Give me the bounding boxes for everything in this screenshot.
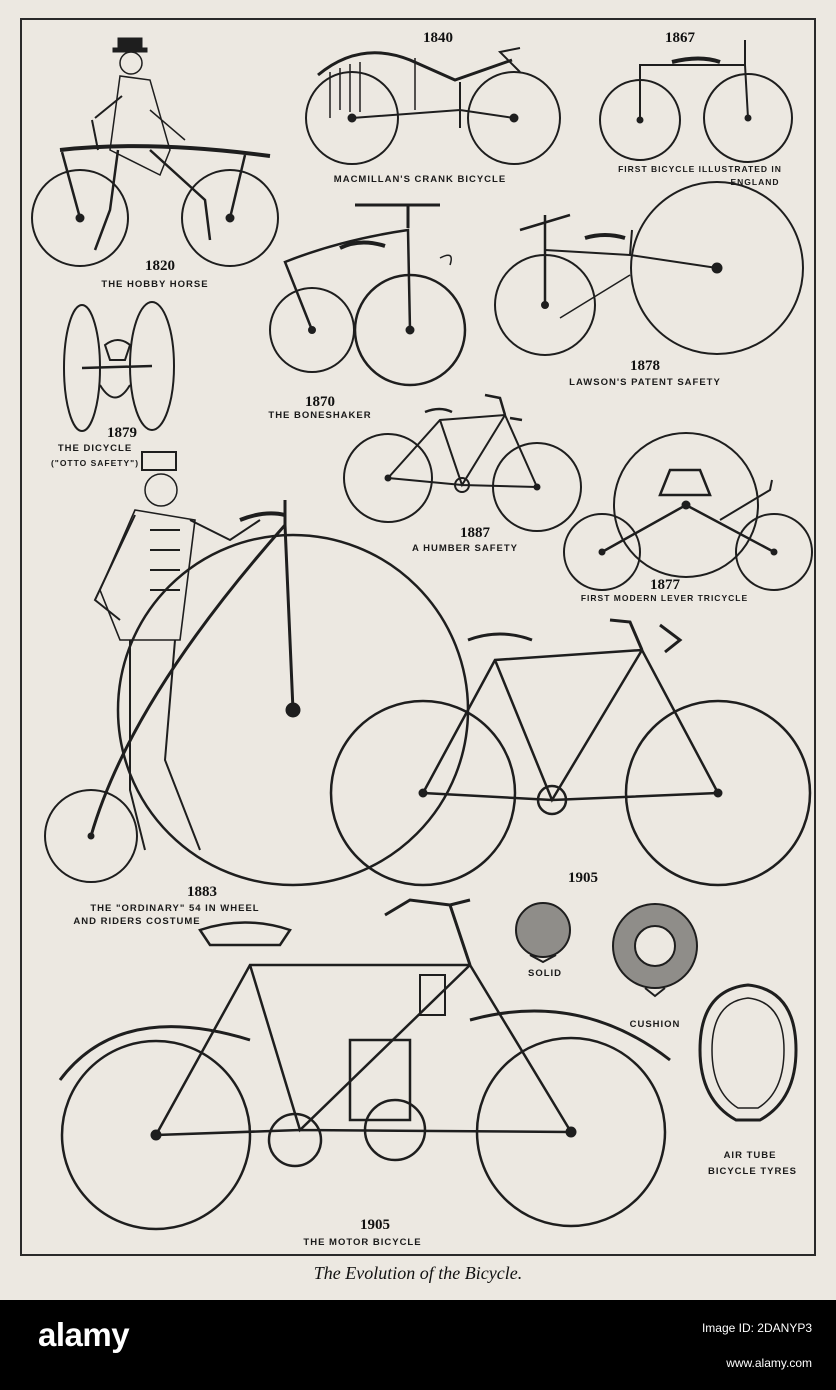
crank-year: 1840 bbox=[423, 30, 453, 46]
safety-1905-year: 1905 bbox=[568, 870, 598, 886]
tricycle-year: 1877 bbox=[650, 577, 680, 593]
hobby-horse-drawing bbox=[32, 38, 278, 266]
ordinary-year: 1883 bbox=[187, 884, 217, 900]
dicycle-label: THE DICYCLE bbox=[57, 443, 133, 454]
england-label-2: ENGLAND bbox=[730, 177, 780, 187]
boneshaker-drawing bbox=[270, 205, 465, 385]
hobby-horse-year: 1820 bbox=[145, 258, 175, 274]
lawson-label: LAWSON'S PATENT SAFETY bbox=[569, 377, 721, 388]
lawson-year: 1878 bbox=[630, 358, 660, 374]
image-id-text: Image ID: 2DANYP3 bbox=[701, 1321, 812, 1335]
boneshaker-label: THE BONESHAKER bbox=[268, 410, 372, 421]
tricycle-label: FIRST MODERN LEVER TRICYCLE bbox=[580, 593, 749, 603]
crank-label: MACMILLAN'S CRANK BICYCLE bbox=[333, 174, 507, 185]
dicycle-label-2: ("OTTO SAFETY") bbox=[50, 458, 140, 468]
hobby-horse-label: THE HOBBY HORSE bbox=[101, 279, 209, 290]
motor-label: THE MOTOR BICYCLE bbox=[303, 1237, 422, 1248]
tyre-air-label-2: BICYCLE TYRES bbox=[707, 1166, 797, 1177]
ordinary-label: THE "ORDINARY" 54 IN WHEEL bbox=[90, 903, 260, 914]
england-label: FIRST BICYCLE ILLUSTRATED IN bbox=[618, 164, 782, 174]
dicycle-drawing bbox=[64, 302, 174, 431]
motor-bicycle-drawing bbox=[60, 900, 670, 1229]
motor-year: 1905 bbox=[360, 1217, 390, 1233]
humber-year: 1887 bbox=[460, 525, 490, 541]
humber-label: A HUMBER SAFETY bbox=[412, 543, 518, 554]
tyre-solid-label: SOLID bbox=[527, 968, 563, 979]
lever-tricycle-drawing bbox=[564, 433, 812, 590]
ordinary-penny-farthing-drawing bbox=[45, 452, 468, 885]
tyre-cushion-label: CUSHION bbox=[629, 1019, 681, 1030]
first-english-bicycle-drawing bbox=[600, 40, 792, 162]
ordinary-label-2: AND RIDERS COSTUME bbox=[73, 916, 201, 927]
dicycle-year: 1879 bbox=[107, 425, 137, 441]
england-year: 1867 bbox=[665, 30, 695, 46]
lawson-safety-drawing bbox=[495, 182, 803, 355]
crank-bicycle-drawing bbox=[306, 48, 560, 164]
boneshaker-year: 1870 bbox=[305, 394, 335, 410]
brand-logo: alamy bbox=[38, 1316, 130, 1353]
tyre-air-label: AIR TUBE bbox=[723, 1150, 777, 1161]
plate-caption: The Evolution of the Bicycle. bbox=[313, 1263, 523, 1283]
site-url-text: www.alamy.com bbox=[726, 1356, 812, 1370]
